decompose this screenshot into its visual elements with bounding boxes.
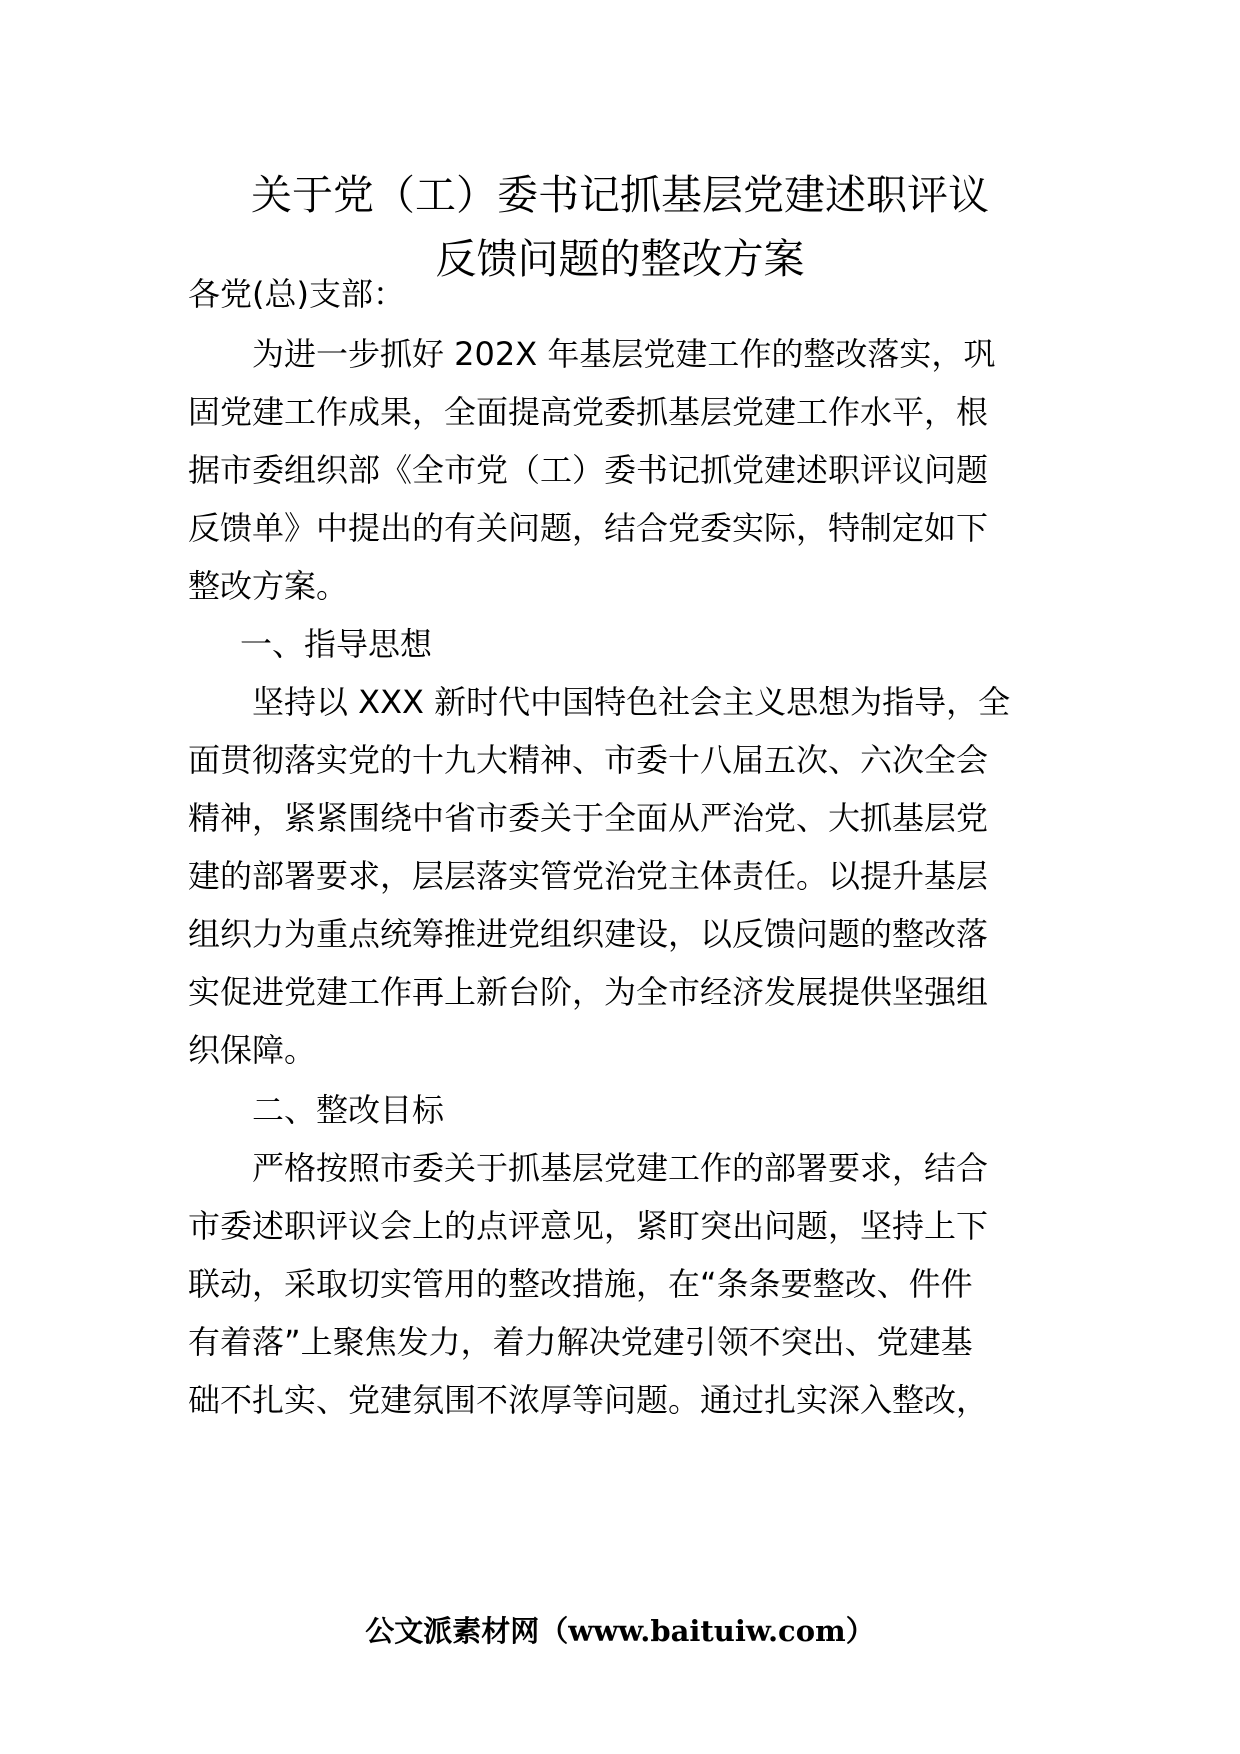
paragraph-line: 反馈单》中提出的有关问题，结合党委实际，特制定如下: [188, 509, 989, 547]
paragraph-line: 精神，紧紧围绕中省市委关于全面从严治党、大抓基层党: [188, 799, 989, 837]
paragraph-line: 坚持以 XXX 新时代中国特色社会主义思想为指导，全: [252, 683, 1011, 721]
paragraph-line: 织保障。: [188, 1031, 317, 1069]
paragraph-line: 面贯彻落实党的十九大精神、市委十八届五次、六次全会: [188, 741, 989, 779]
paragraph-line: 整改方案。: [188, 567, 349, 605]
paragraph-line: 组织力为重点统筹推进党组织建设，以反馈问题的整改落: [188, 915, 989, 953]
paragraph-line: 严格按照市委关于抓基层党建工作的部署要求，结合: [252, 1149, 989, 1187]
salutation: 各党(总)支部：: [188, 275, 405, 313]
footer-watermark: 公文派素材网（www.baituiw.com）: [365, 1614, 875, 1648]
paragraph-line: 为进一步抓好 202X 年基层党建工作的整改落实，巩: [252, 335, 996, 373]
section-heading: 二、整改目标: [252, 1091, 445, 1129]
section-heading: 一、指导思想: [240, 625, 433, 663]
paragraph-line: 有着落”上聚焦发力，着力解决党建引领不突出、党建基: [188, 1323, 973, 1361]
paragraph-line: 市委述职评议会上的点评意见，紧盯突出问题，坚持上下: [188, 1207, 989, 1245]
paragraph-line: 础不扎实、党建氛围不浓厚等问题。通过扎实深入整改，: [188, 1381, 989, 1419]
paragraph-line: 固党建工作成果，全面提高党委抓基层党建工作水平，根: [188, 393, 989, 431]
paragraph-line: 实促进党建工作再上新台阶，为全市经济发展提供坚强组: [188, 973, 989, 1011]
paragraph-line: 建的部署要求，层层落实管党治党主体责任。以提升基层: [188, 857, 989, 895]
paragraph-line: 据市委组织部《全市党（工）委书记抓党建述职评议问题: [188, 451, 989, 489]
document-title-line-1: 关于党（工）委书记抓基层党建述职评议: [251, 171, 989, 219]
document-title-line-2: 反馈问题的整改方案: [435, 235, 805, 283]
paragraph-line: 联动，采取切实管用的整改措施，在“条条要整改、件件: [188, 1265, 973, 1303]
